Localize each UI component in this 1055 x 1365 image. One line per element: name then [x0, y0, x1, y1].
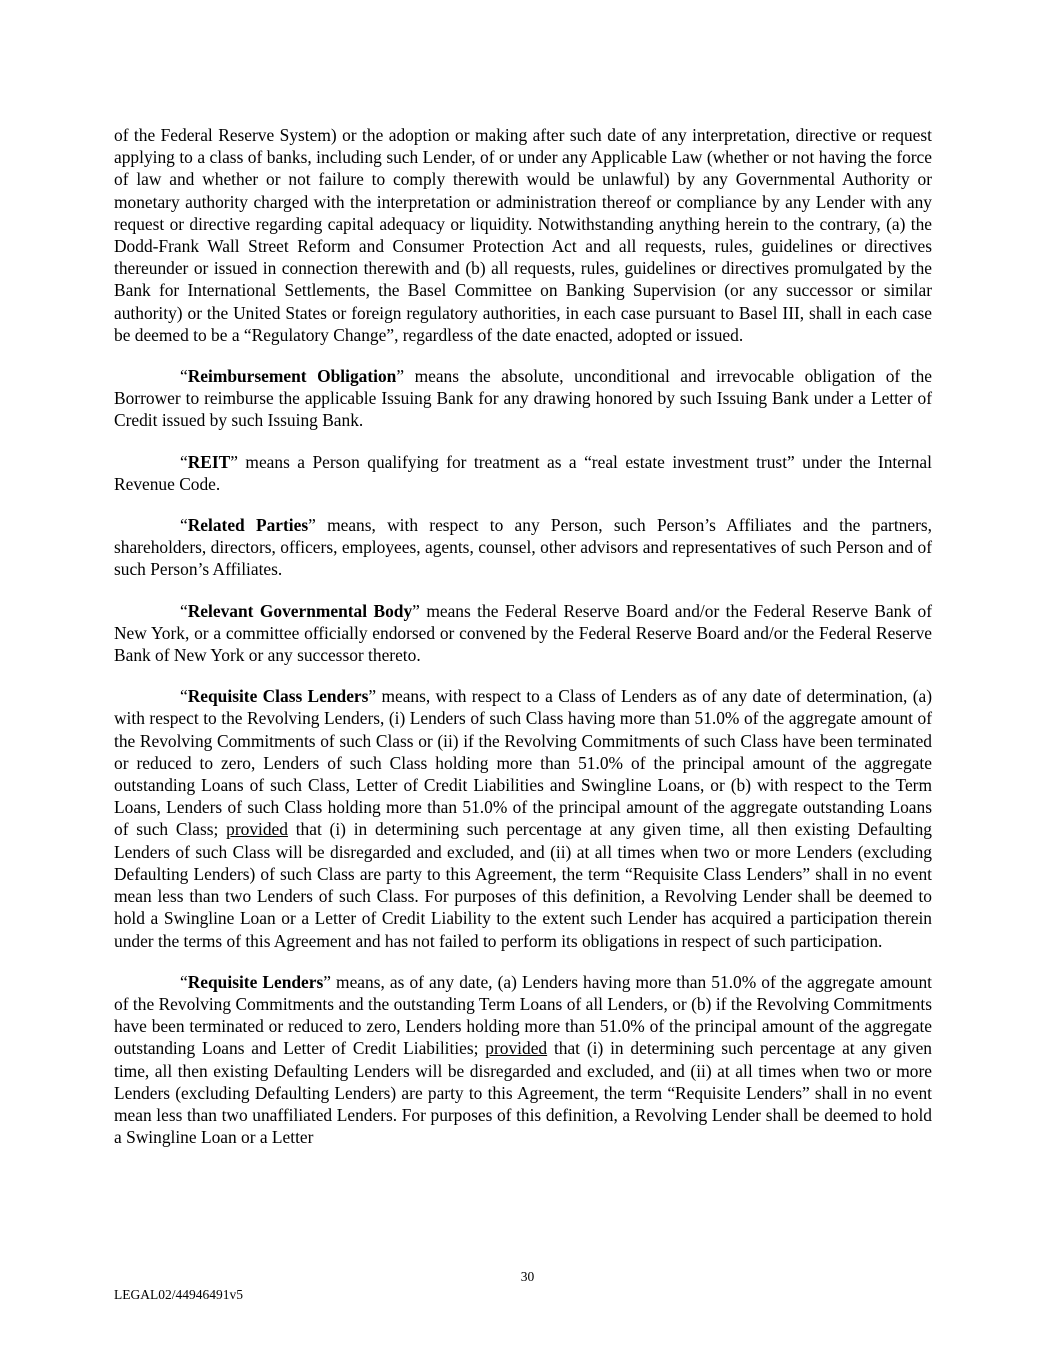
definition-related-parties: “Related Parties” means, with respect to any Person, such Person’s Affiliates and the partners, shareholders, directors, officers, employees, agents, counsel, other advisors and representatives of such Person and of such Person’s Affiliates.	[114, 515, 932, 580]
document-body	[114, 124, 932, 1167]
definition-relevant-governmental-body: “Relevant Governmental Body” means the Federal Reserve Board and/or the Federal Reserve Bank of New York, or a committee officially endorsed or convened by the Federal Reserve Board and/or the Federal Reserve Bank of New York or any successor thereto.	[114, 600, 932, 666]
document-id-footer: LEGAL02/44946491v5	[114, 1287, 243, 1302]
underlined-term: provided	[226, 819, 288, 840]
defined-term: Relevant Governmental Body	[187, 600, 413, 621]
definition-requisite-lenders: “Requisite Lenders” means, as of any date, (a) Lenders having more than 51.0% of the aggregate amount of the Revolving Commitments and the outstanding Term Loans of all Lenders, or (b) if the Revolving Commitments have been terminated or reduced to zero, Lenders holding more than 51.0% of the principal amount of the aggregate outstanding Loans and Letter of Credit Liabilities; provided that (i) in determining such percentage at any given time, all then existing Defaulting Lenders will be disregarded and excluded, and (ii) at all times when two or more Lenders (excluding Defaulting Lenders) are party to this Agreement, the term “Requisite Lenders” shall in no event mean less than two unaffiliated Lenders. For purposes of this definition, a Revolving Lender shall be deemed to hold a Swingline Loan or a Letter	[114, 971, 932, 1148]
definition-requisite-class-lenders: “Requisite Class Lenders” means, with respect to a Class of Lenders as of any date of determination, (a) with respect to the Revolving Lenders, (i) Lenders of such Class having more than 51.0% of the aggregate amount of the Revolving Commitments of such Class or (ii) if the Revolving Commitments of such Class have been terminated or reduced to zero, Lenders of such Class holding more than 51.0% of the principal amount of the aggregate outstanding Loans of such Class, Letter of Credit Liabilities and Swingline Loans, or (b) with respect to the Term Loans, Lenders of such Class holding more than 51.0% of the principal amount of the aggregate outstanding Loans of such Class; provided that (i) in determining such percentage at any given time, all then existing Defaulting Lenders of such Class will be disregarded and excluded, and (ii) at all times when two or more Lenders (excluding Defaulting Lenders) of such Class are party to this Agreement, the term “Requisite Class Lenders” shall in no event mean less than two Lenders of such Class. For purposes of this definition, a Revolving Lender shall be deemed to hold a Swingline Loan or a Letter of Credit Liability to the extent such Lender has acquired a participation therein under the terms of this Agreement and has not failed to perform its obligations in respect of such participation.	[114, 686, 933, 951]
paragraph-regulatory-change-continuation: of the Federal Reserve System) or the adoption or making after such date of any interpretation, directive or request applying to a class of banks, including such Lender, of or under any Applicable Law (whether or not having the force of law and whether or not failure to comply therewith would be unlawful) by any Governmental Authority or monetary authority charged with the interpretation or administration thereof or compliance by any Lender with any request or directive regarding capital adequacy or liquidity. Notwithstanding anything herein to the contrary, (a) the Dodd-Frank Wall Street Reform and Consumer Protection Act and all requests, rules, guidelines or directives thereunder or issued in connection therewith and (b) all requests, rules, guidelines or directives promulgated by the Bank for International Settlements, the Basel Committee on Banking Supervision (or any successor or similar authority) or the United States or foreign regulatory authorities, in each case pursuant to Basel III, shall in each case be deemed to be a “Regulatory Change”, regardless of the date enacted, adopted or issued.	[114, 125, 932, 345]
defined-term: REIT	[187, 451, 231, 472]
underlined-term: provided	[485, 1038, 548, 1059]
definition-reimbursement-obligation: “Reimbursement Obligation” means the absolute, unconditional and irrevocable obligation of the Borrower to reimburse the applicable Issuing Bank for any drawing honored by such Issuing Bank under a Letter of Credit issued by such Issuing Bank.	[114, 366, 932, 431]
defined-term: Requisite Lenders	[187, 971, 324, 992]
page-number: 30	[520, 1269, 535, 1284]
defined-term: Related Parties	[187, 515, 309, 536]
defined-term: Reimbursement Obligation	[187, 366, 397, 387]
definition-reit: “REIT” means a Person qualifying for treatment as a “real estate investment trust” under the Internal Revenue Code.	[114, 451, 932, 494]
defined-term: Requisite Class Lenders	[187, 686, 369, 707]
